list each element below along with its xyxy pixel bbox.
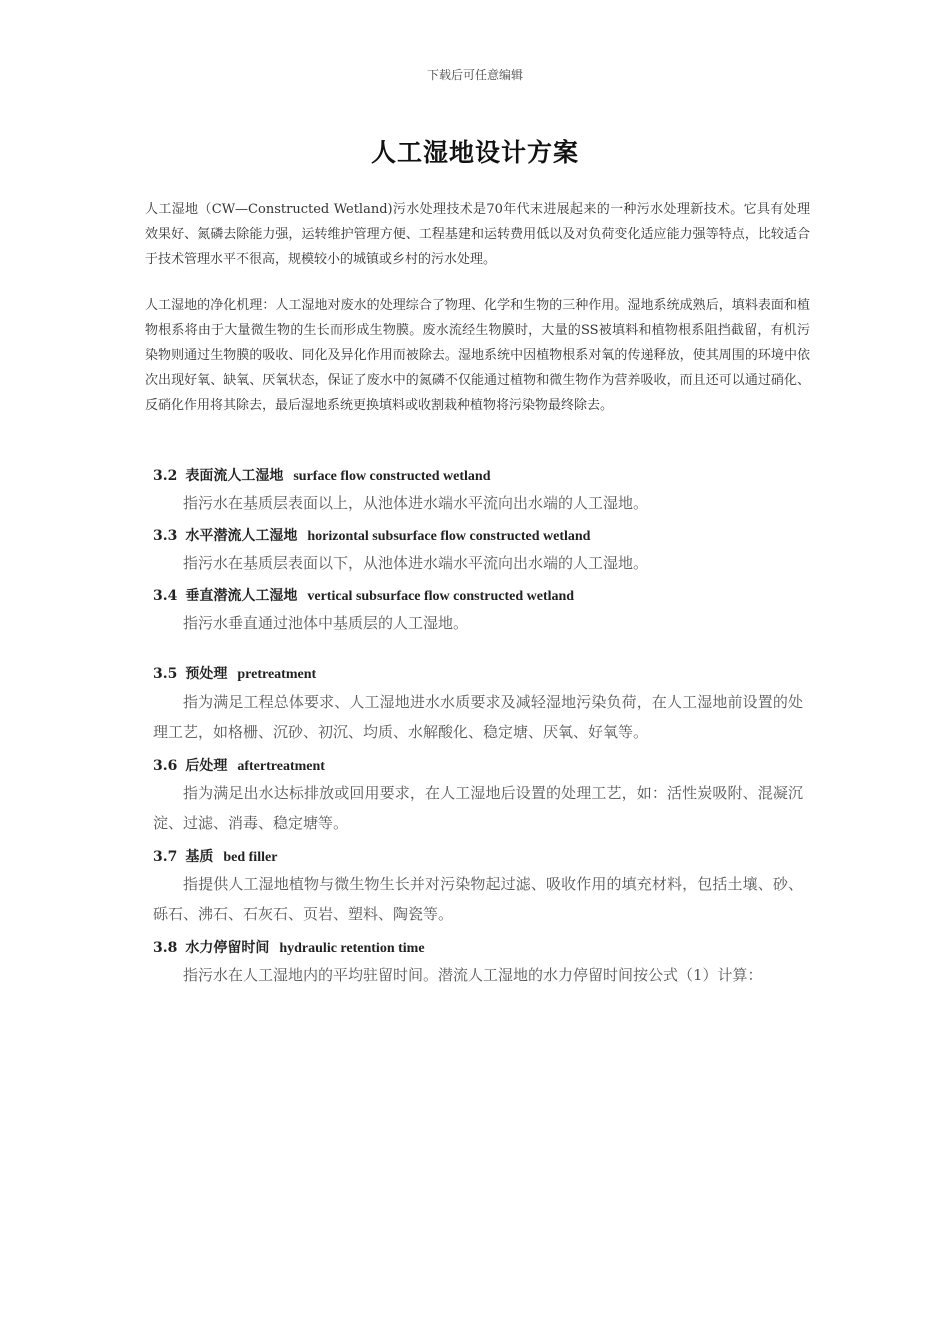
section-body-3-8: 指污水在人工湿地内的平均驻留时间。潜流人工湿地的水力停留时间按公式（1）计算： bbox=[183, 966, 763, 984]
section-heading-3-3 bbox=[153, 525, 590, 545]
section-body-3-6: 指为满足出水达标排放或回用要求，在人工湿地后设置的处理工艺，如：活性炭吸附、混凝沉淀、过滤、消毒、稳定塘等。 bbox=[153, 784, 803, 832]
section-number: 3.7 bbox=[153, 849, 178, 865]
section-title-zh: 后处理 bbox=[185, 758, 228, 774]
section-title-zh: 垂直潜流人工湿地 bbox=[185, 588, 298, 604]
section-number: 3.3 bbox=[153, 528, 178, 544]
section-title-zh: 水平潜流人工湿地 bbox=[185, 528, 298, 544]
section-title-en: hydraulic retention time bbox=[279, 941, 425, 956]
section-heading-3-8 bbox=[153, 937, 425, 957]
section-title-zh: 基质 bbox=[185, 849, 214, 865]
section-title-zh: 表面流人工湿地 bbox=[185, 468, 284, 484]
section-title-en: bed filler bbox=[223, 850, 278, 865]
section-title-en: horizontal subsurface flow constructed wetland bbox=[307, 529, 591, 544]
section-heading-3-2 bbox=[153, 465, 491, 485]
section-heading-3-5 bbox=[153, 663, 316, 683]
section-number: 3.2 bbox=[153, 468, 178, 484]
section-number: 3.6 bbox=[153, 758, 178, 774]
section-number: 3.4 bbox=[153, 588, 178, 604]
mechanism-paragraph: 人工湿地的净化机理：人工湿地对废水的处理综合了物理、化学和生物的三种作用。湿地系统成熟后，填料表面和植物根系将由于大量微生物的生长而形成生物膜。废水流经生物膜时，大量的SS被填料和植物根系阻挡截留，有机污染物则通过生物膜的吸收、同化及异化作用而被除去。湿地系统中因植物根系对氧的传递释放，使其周围的环境中依次出现好氧、缺氧、厌氧状态，保证了废水中的氮磷不仅能通过植物和微生物作为营养吸收，而且还可以通过硝化、反硝化作用将其除去，最后湿地系统更换填料或收割栽种植物将污染物最终除去。 bbox=[145, 298, 810, 413]
section-title-en: vertical subsurface flow constructed wetland bbox=[307, 589, 575, 604]
document-title: 人工湿地设计方案 bbox=[370, 138, 579, 167]
section-heading-3-7 bbox=[153, 846, 277, 866]
section-title-en: surface flow constructed wetland bbox=[293, 469, 491, 484]
section-body-3-5: 指为满足工程总体要求、人工湿地进水水质要求及减轻湿地污染负荷，在人工湿地前设置的处理工艺，如格栅、沉砂、初沉、均质、水解酸化、稳定塘、厌氧、好氧等。 bbox=[153, 693, 803, 741]
section-number: 3.8 bbox=[153, 940, 178, 956]
section-heading-3-4 bbox=[153, 585, 574, 605]
intro-paragraph: 人工湿地（CW—Constructed Wetland)污水处理技术是70年代末进展起来的一种污水处理新技术。它具有处理效果好、氮磷去除能力强，运转维护管理方便、工程基建和运转费用低以及对负荷变化适应能力强等特点，比较适合于技术管理水平不很高，规模较小的城镇或乡村的污水处理。 bbox=[145, 202, 810, 267]
section-heading-3-6 bbox=[153, 755, 325, 775]
section-title-zh: 水力停留时间 bbox=[185, 940, 270, 956]
section-body-3-2: 指污水在基质层表面以上，从池体进水端水平流向出水端的人工湿地。 bbox=[183, 494, 649, 512]
section-body-3-3: 指污水在基质层表面以下，从池体进水端水平流向出水端的人工湿地。 bbox=[183, 554, 649, 572]
section-body-3-4: 指污水垂直通过池体中基质层的人工湿地。 bbox=[183, 614, 469, 632]
section-title-zh: 预处理 bbox=[185, 666, 228, 682]
section-title-en: aftertreatment bbox=[237, 759, 325, 774]
section-body-3-7: 指提供人工湿地植物与微生物生长并对污染物起过滤、吸收作用的填充材料，包括土壤、砂、砾石、沸石、石灰石、页岩、塑料、陶瓷等。 bbox=[153, 875, 803, 923]
page-header-note: 下载后可任意编辑 bbox=[426, 68, 523, 82]
section-title-en: pretreatment bbox=[237, 667, 317, 682]
section-number: 3.5 bbox=[153, 666, 178, 682]
